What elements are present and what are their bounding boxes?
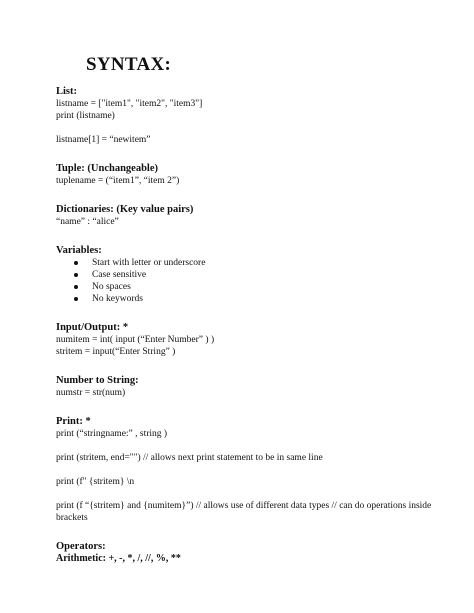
variables-list — [56, 257, 456, 305]
list-line: listname = ["item1", "item2", "item3"] — [56, 99, 203, 109]
document-page — [56, 54, 456, 565]
list-line: listname[1] = “newitem” — [56, 135, 151, 145]
variables-heading: Variables: — [56, 245, 102, 256]
tuple-line: tuplename = (“item1”, “item 2”) — [56, 176, 180, 186]
bullet-icon — [74, 273, 78, 277]
print-line: print (stritem, end="") // allows next print statement to be in same line — [56, 453, 323, 463]
arithmetic-operators: Arithmetic: +, -, *, /, //, %, ** — [56, 553, 181, 564]
dictionaries-line: “name” : “alice” — [56, 217, 119, 227]
num-to-string-heading: Number to String: — [56, 375, 139, 386]
list-item: Case sensitive — [74, 269, 456, 281]
section-input-output — [56, 322, 456, 358]
io-line: numitem = int( input (“Enter Number” ) ) — [56, 335, 215, 345]
print-line: print (f “{stritem} and {numitem}”) // allows use of different data types // can do operations inside brackets — [56, 501, 432, 523]
bullet-icon — [74, 261, 78, 265]
page-title: SYNTAX: — [86, 54, 172, 75]
io-line: stritem = input(“Enter String” ) — [56, 347, 176, 357]
tuple-heading: Tuple: (Unchangeable) — [56, 163, 159, 174]
list-heading: List: — [56, 86, 77, 97]
bullet-icon — [74, 285, 78, 289]
section-variables — [56, 245, 456, 305]
list-line: print (listname) — [56, 111, 115, 121]
section-print — [56, 416, 456, 524]
io-heading: Input/Output: * — [56, 322, 129, 333]
print-heading: Print: * — [56, 416, 91, 427]
list-item: No keywords — [74, 293, 456, 305]
print-line: print (“stringname:” , string ) — [56, 429, 168, 439]
print-line: print (f" {stritem} \n — [56, 477, 135, 487]
dictionaries-heading: Dictionaries: (Key value pairs) — [56, 204, 194, 215]
list-item: No spaces — [74, 281, 456, 293]
section-list — [56, 86, 456, 146]
num-to-string-line: numstr = str(num) — [56, 388, 126, 398]
section-number-to-string — [56, 375, 456, 399]
section-tuple — [56, 163, 456, 187]
section-dictionaries — [56, 204, 456, 228]
operators-heading: Operators: — [56, 541, 106, 552]
section-operators — [56, 541, 456, 565]
bullet-icon — [74, 297, 78, 301]
list-item: Start with letter or underscore — [74, 257, 456, 269]
